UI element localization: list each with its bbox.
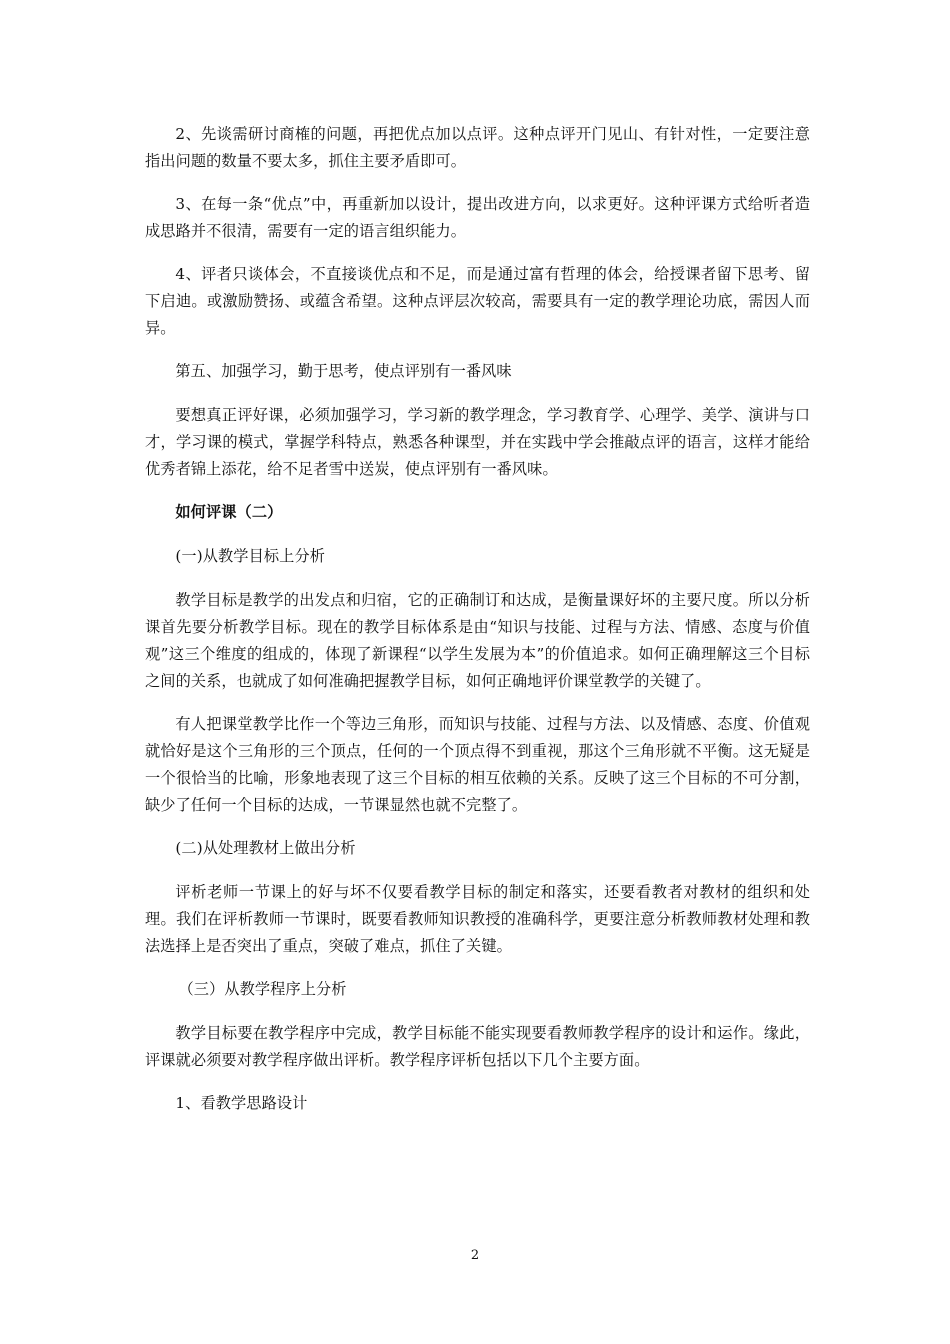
section-title-how-to-evaluate: 如何评课（二） bbox=[175, 503, 283, 521]
page-number: 2 bbox=[470, 1248, 480, 1263]
subheading-teaching-design: 1、看教学思路设计 bbox=[175, 1094, 308, 1112]
subheading-teaching-goals: (一)从教学目标上分析 bbox=[175, 547, 326, 565]
subheading-textbook-handling: (二)从处理教材上做出分析 bbox=[175, 839, 356, 857]
subheading-teaching-procedure: （三）从教学程序上分析 bbox=[178, 980, 347, 998]
section-heading-fifth: 第五、加强学习，勤于思考，使点评别有一番风味 bbox=[175, 362, 512, 380]
paragraph-teaching-procedure: 教学目标要在教学程序中完成，教学目标能不能实现要看教师教学程序的设计和运作。缘此，评课就必须要对教学程序做出评析。教学程序评析包括以下几个主要方面。 bbox=[145, 1024, 810, 1069]
paragraph-learning: 要想真正评好课，必须加强学习，学习新的教学理念，学习教育学、心理学、美学、演讲与口才，学习课的模式，掌握学科特点，熟悉各种课型，并在实践中学会推敲点评的语言，这样才能给优秀者锦上添花，给不足者雪中送炭，使点评别有一番风味。 bbox=[145, 406, 810, 478]
paragraph-triangle-analogy: 有人把课堂教学比作一个等边三角形，而知识与技能、过程与方法、以及情感、态度、价值观就恰好是这个三角形的三个顶点，任何的一个顶点得不到重视，那这个三角形就不平衡。这无疑是一个很恰当的比喻，形象地表现了这三个目标的相互依赖的关系。反映了这三个目标的不可分割，缺少了任何一个目标的达成，一节课显然也就不完整了。 bbox=[145, 715, 810, 814]
paragraph-textbook-handling: 评析老师一节课上的好与坏不仅要看教学目标的制定和落实，还要看教者对教材的组织和处理。我们在评析教师一节课时，既要看教师知识教授的准确科学，更要注意分析教师教材处理和教法选择上是否突出了重点，突破了难点，抓住了关键。 bbox=[145, 883, 810, 955]
paragraph-point-3: 3、在每一条“优点”中，再重新加以设计，提出改进方向，以求更好。这种评课方式给听者造成思路并不很清，需要有一定的语言组织能力。 bbox=[145, 195, 810, 240]
document-body bbox=[145, 121, 810, 1134]
paragraph-point-2: 2、先谈需研讨商榷的问题，再把优点加以点评。这种点评开门见山、有针对性，一定要注意指出问题的数量不要太多，抓住主要矛盾即可。 bbox=[145, 125, 810, 170]
paragraph-teaching-goals: 教学目标是教学的出发点和归宿，它的正确制订和达成，是衡量课好坏的主要尺度。所以分析课首先要分析教学目标。现在的教学目标体系是由“知识与技能、过程与方法、情感、态度与价值观”这三个维度的组成的，体现了新课程“以学生发展为本”的价值追求。如何正确理解这三个目标之间的关系，也就成了如何准确把握教学目标，如何正确地评价课堂教学的关键了。 bbox=[145, 591, 810, 690]
paragraph-point-4: 4、评者只谈体会，不直接谈优点和不足，而是通过富有哲理的体会，给授课者留下思考、留下启迪。或激励赞扬、或蕴含希望。这种点评层次较高，需要具有一定的教学理论功底，需因人而异。 bbox=[145, 265, 810, 337]
